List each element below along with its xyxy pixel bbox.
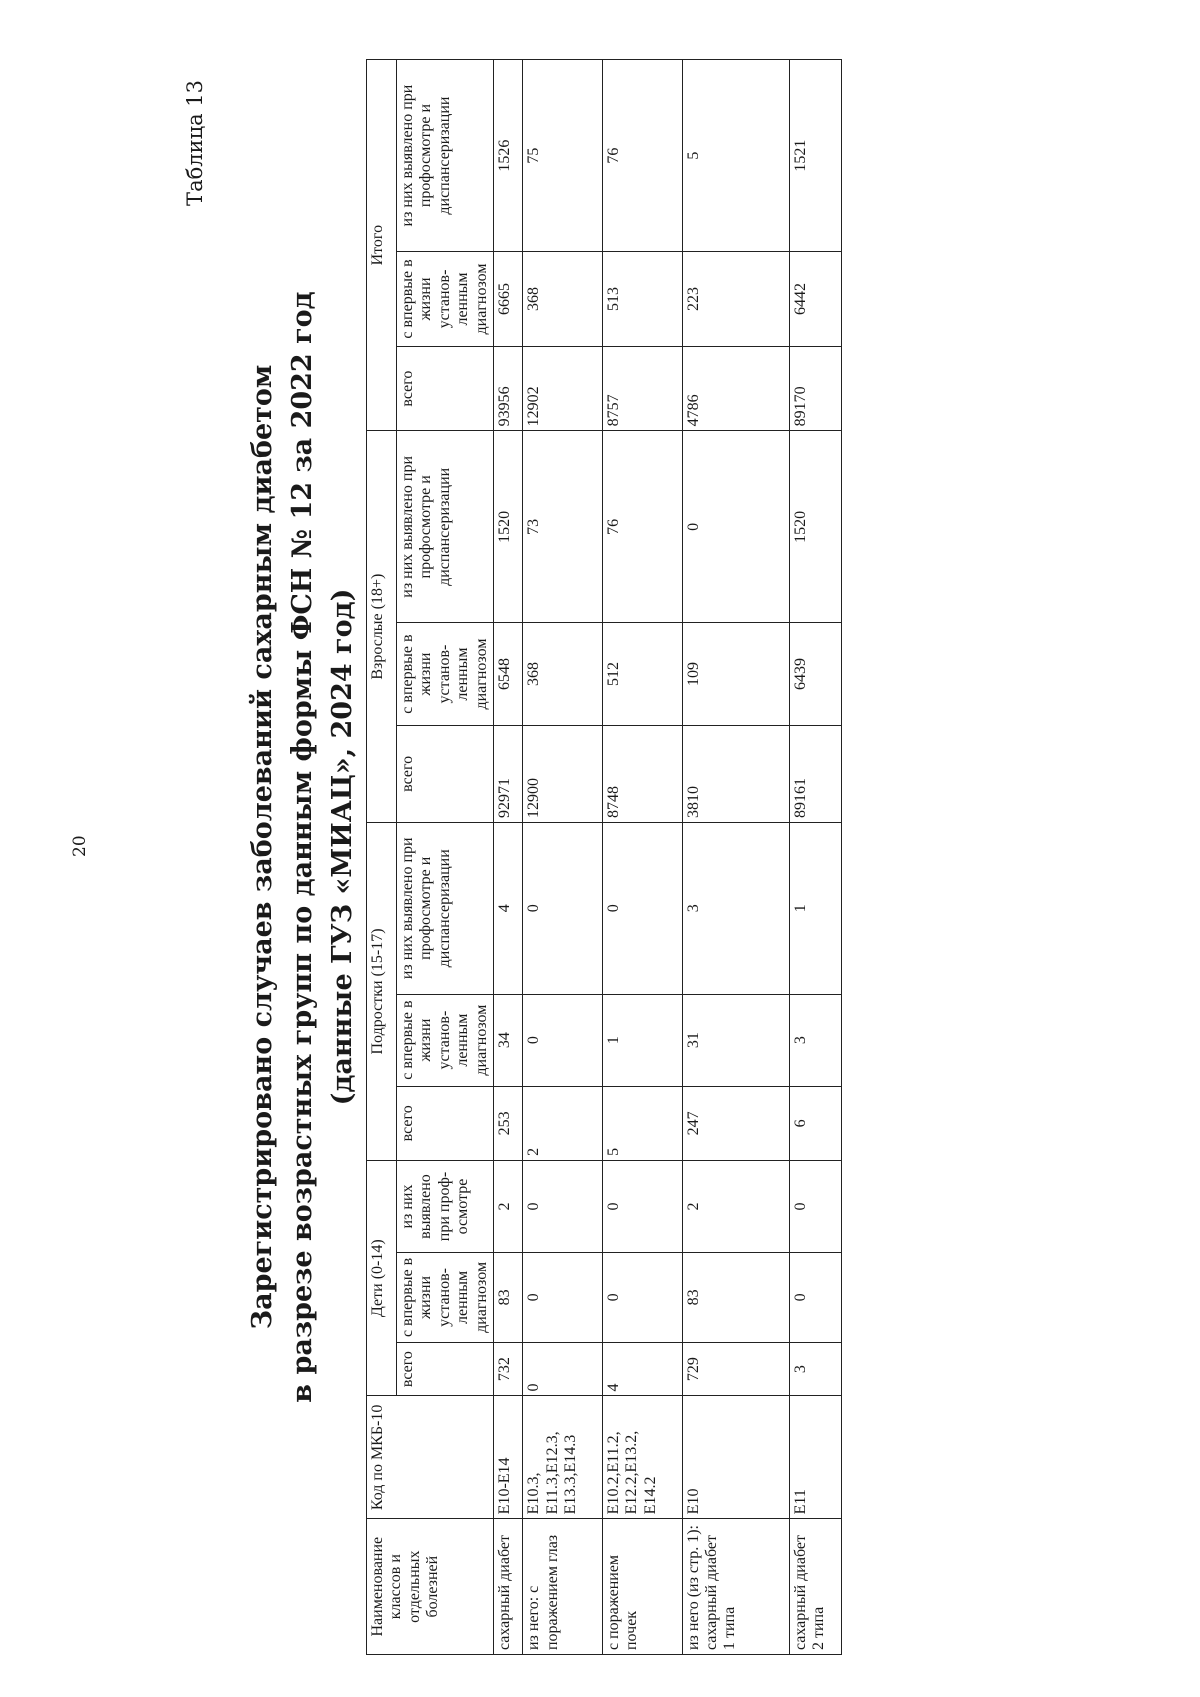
cell-all-total: 93956: [493, 346, 522, 430]
diabetes-table: [366, 59, 842, 1655]
cell-adults-first: 6439: [789, 623, 841, 725]
subheader-adults-screen: из них выявлено при профосмотре и диспансеризации: [397, 431, 494, 623]
cell-children-total: 729: [682, 1342, 789, 1396]
cell-adults-first: 512: [602, 623, 682, 725]
cell-children-first: 0: [602, 1253, 682, 1343]
cell-teens-total: 2: [523, 1086, 603, 1160]
cell-teens-total: 253: [493, 1086, 522, 1160]
cell-children-first: 0: [789, 1253, 841, 1343]
cell-children-total: 3: [789, 1342, 841, 1396]
cell-adults-total: 8748: [602, 725, 682, 822]
cell-children-screen: 0: [789, 1160, 841, 1252]
table-row: [523, 60, 603, 1655]
table-row: [602, 60, 682, 1655]
cell-adults-total: 12900: [523, 725, 603, 822]
page-number: 20: [70, 835, 90, 857]
cell-adults-first: 6548: [493, 623, 522, 725]
cell-children-screen: 2: [682, 1160, 789, 1252]
cell-adults-screen: 1520: [493, 431, 522, 623]
cell-children-total: 732: [493, 1342, 522, 1396]
subheader-all-total: всего: [397, 346, 494, 430]
cell-children-first: 0: [523, 1253, 603, 1343]
cell-all-first: 6665: [493, 252, 522, 347]
table-row: [682, 60, 789, 1655]
table-row: [789, 60, 841, 1655]
title-line-1: Зарегистрировано случаев заболеваний сахарным диабетом: [247, 364, 278, 1330]
cell-adults-screen: 73: [523, 431, 603, 623]
cell-all-first: 223: [682, 252, 789, 347]
cell-teens-first: 34: [493, 994, 522, 1086]
header-code: Код по МКБ-10: [367, 1396, 494, 1519]
cell-teens-first: 0: [523, 994, 603, 1086]
cell-adults-first: 368: [523, 623, 603, 725]
subheader-all-first: с впервые в жизни установ-ленным диагнозом: [397, 252, 494, 347]
row-name: сахарный диабет: [493, 1519, 522, 1655]
cell-all-screen: 76: [602, 60, 682, 252]
cell-all-first: 513: [602, 252, 682, 347]
row-code: E10.2,E11.2, E12.2,E13.2, E14.2: [602, 1396, 682, 1519]
cell-adults-screen: 76: [602, 431, 682, 623]
row-name: из него (из стр. 1): сахарный диабет 1 типа: [682, 1519, 789, 1655]
row-name: сахарный диабет 2 типа: [789, 1519, 841, 1655]
table-caption: Таблица 13: [183, 80, 207, 206]
subheader-children-screen: из них выявлено при проф-осмотре: [397, 1160, 494, 1252]
cell-all-screen: 5: [682, 60, 789, 252]
row-code: E10.3, E11.3,E12.3, E13.3,E14.3: [523, 1396, 603, 1519]
cell-all-screen: 1526: [493, 60, 522, 252]
document-title: [243, 287, 363, 1407]
cell-teens-screen: 3: [682, 823, 789, 995]
cell-teens-screen: 0: [523, 823, 603, 995]
cell-teens-total: 5: [602, 1086, 682, 1160]
cell-all-total: 8757: [602, 346, 682, 430]
title-line-2: в разрезе возрастных групп по данным формы ФСН № 12 за 2022 год: [287, 291, 318, 1403]
table-row: [493, 60, 522, 1655]
cell-all-total: 89170: [789, 346, 841, 430]
cell-adults-first: 109: [682, 623, 789, 725]
cell-teens-screen: 0: [602, 823, 682, 995]
header-adults: Взрослые (18+): [367, 431, 397, 823]
header-teens: Подростки (15-17): [367, 823, 397, 1161]
cell-all-first: 368: [523, 252, 603, 347]
subheader-teens-screen: из них выявлено при профосмотре и диспансеризации: [397, 823, 494, 995]
header-total: Итого: [367, 60, 397, 431]
cell-teens-first: 1: [602, 994, 682, 1086]
cell-children-first: 83: [682, 1253, 789, 1343]
cell-teens-screen: 4: [493, 823, 522, 995]
cell-all-screen: 75: [523, 60, 603, 252]
cell-children-screen: 0: [523, 1160, 603, 1252]
cell-teens-first: 3: [789, 994, 841, 1086]
cell-adults-total: 92971: [493, 725, 522, 822]
cell-children-screen: 0: [602, 1160, 682, 1252]
cell-teens-screen: 1: [789, 823, 841, 995]
subheader-adults-first: с впервые в жизни установ-ленным диагнозом: [397, 623, 494, 725]
header-children: Дети (0-14): [367, 1160, 397, 1396]
cell-adults-total: 3810: [682, 725, 789, 822]
title-line-3: (данные ГУЗ «МИАЦ», 2024 год): [327, 588, 358, 1106]
subheader-adults-total: всего: [397, 725, 494, 822]
cell-adults-total: 89161: [789, 725, 841, 822]
cell-children-first: 83: [493, 1253, 522, 1343]
cell-children-total: 0: [523, 1342, 603, 1396]
subheader-children-total: всего: [397, 1342, 494, 1396]
subheader-teens-first: с впервые в жизни установ-ленным диагнозом: [397, 994, 494, 1086]
cell-teens-total: 247: [682, 1086, 789, 1160]
row-code: E11: [789, 1396, 841, 1519]
cell-adults-screen: 0: [682, 431, 789, 623]
cell-all-total: 4786: [682, 346, 789, 430]
row-code: E10-E14: [493, 1396, 522, 1519]
cell-all-total: 12902: [523, 346, 603, 430]
cell-teens-first: 31: [682, 994, 789, 1086]
subheader-children-first: с впервые в жизни установ-ленным диагнозом: [397, 1253, 494, 1343]
cell-all-screen: 1521: [789, 60, 841, 252]
cell-children-total: 4: [602, 1342, 682, 1396]
subheader-teens-total: всего: [397, 1086, 494, 1160]
row-name: с поражением почек: [602, 1519, 682, 1655]
cell-all-first: 6442: [789, 252, 841, 347]
subheader-all-screen: из них выявлено при профосмотре и диспансеризации: [397, 60, 494, 252]
cell-adults-screen: 1520: [789, 431, 841, 623]
cell-children-screen: 2: [493, 1160, 522, 1252]
cell-teens-total: 6: [789, 1086, 841, 1160]
row-code: E10: [682, 1396, 789, 1519]
row-name: из него: с поражением глаз: [523, 1519, 603, 1655]
header-name: Наименование классов и отдельных болезней: [367, 1519, 494, 1655]
